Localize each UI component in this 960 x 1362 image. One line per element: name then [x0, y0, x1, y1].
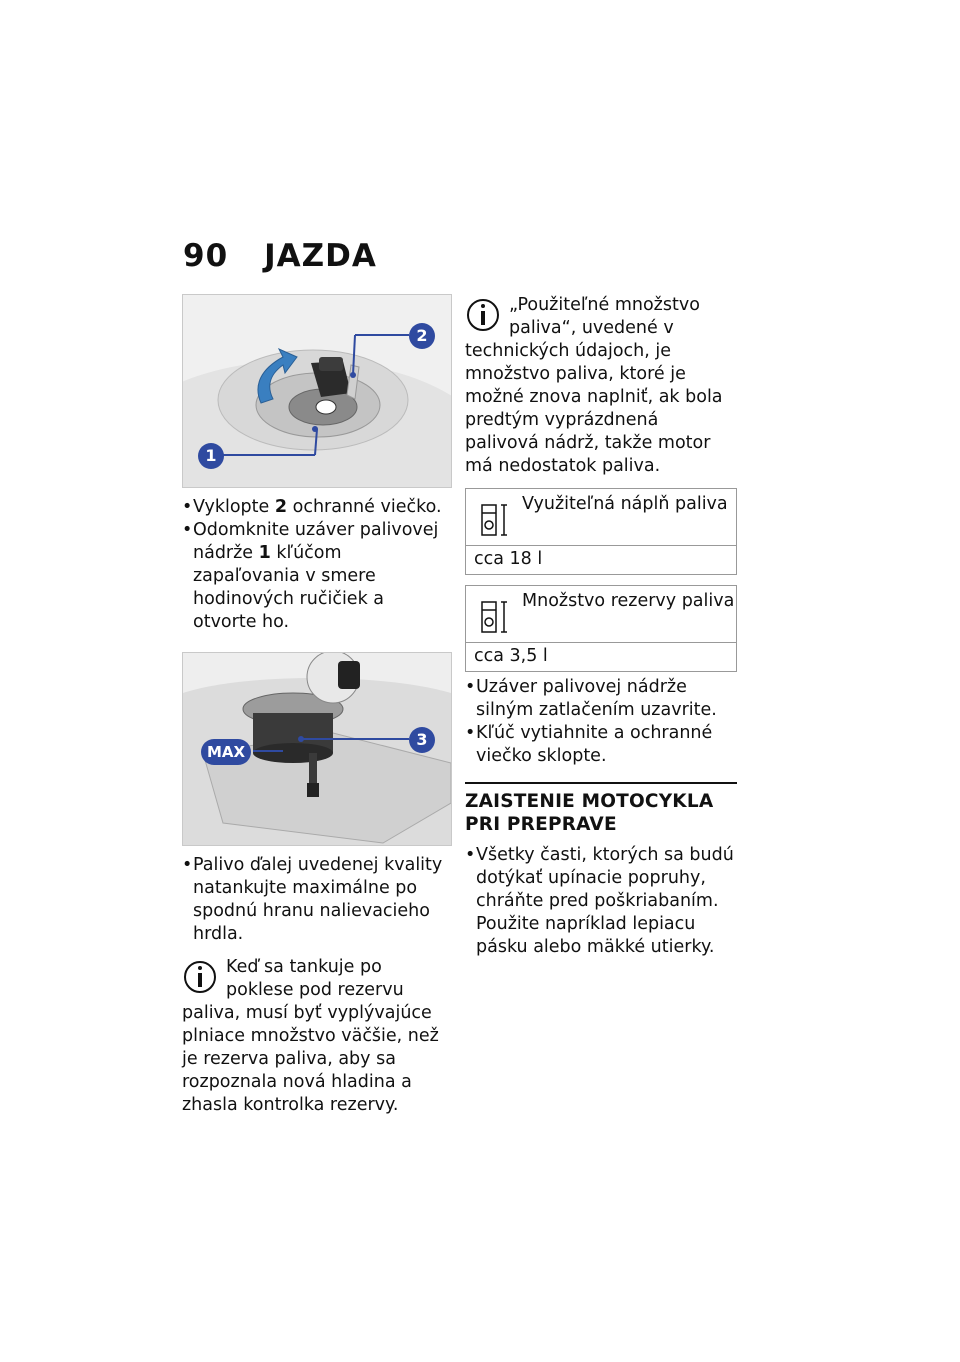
spec-label: Množstvo rezervy paliva — [522, 591, 735, 611]
spec-label: Využiteľná náplň paliva — [522, 494, 728, 514]
chapter-title: JAZDA — [264, 238, 377, 274]
fuel-pump-icon — [478, 499, 518, 539]
callout-1-badge: 1 — [198, 443, 224, 469]
page-number: 90 — [183, 238, 229, 274]
list-item: • Kľúč vytiahnite a ochranné viečko sklopte. — [465, 722, 737, 768]
list-item: • Všetky časti, ktorých sa budú dotýkať upínacie popruhy, chráňte pred poškriabaním. Použite napríklad lepiacu pásku alebo mäkké utierky. — [465, 844, 737, 959]
fuel-pump-icon — [478, 596, 518, 636]
info-note — [182, 956, 452, 1117]
fuel-cap-figure — [182, 294, 452, 488]
instruction-list-1 — [182, 496, 452, 634]
spec-value: cca 3,5 l — [474, 646, 548, 666]
section-heading: ZAISTENIE MOTOCYKLA PRI PREPRAVE — [465, 782, 737, 836]
right-column — [465, 294, 737, 959]
instruction-list-3 — [465, 676, 737, 768]
list-item: • Palivo ďalej uvedenej kvality natankujte maximálne po spodnú hranu nalievacieho hrdla. — [182, 854, 452, 946]
list-item: • Vyklopte 2 ochranné viečko. — [182, 496, 452, 519]
instruction-list-4 — [465, 844, 737, 959]
info-note-text: „Použiteľné množstvo paliva“, uvedené v technických údajoch, je množstvo paliva, ktoré je možné znova naplniť, ak bola predtým vyprázdnená palivová nádrž, takže motor má nedostatok paliva. — [465, 295, 723, 476]
callout-2-badge: 2 — [409, 323, 435, 349]
list-item: • Uzáver palivovej nádrže silným zatlačením uzavrite. — [465, 676, 737, 722]
spec-value: cca 18 l — [474, 549, 543, 569]
page-header — [183, 238, 377, 274]
left-column — [182, 294, 452, 1117]
fuel-level-figure — [182, 652, 452, 846]
info-note-text: Keď sa tankuje po poklese pod rezervu paliva, musí byť vyplývajúce plniace množstvo väčšie, než je rezerva paliva, aby sa rozpoznala nová hladina a zhasla kontrolka rezervy. — [182, 957, 439, 1115]
max-level-badge: MAX — [201, 739, 251, 765]
list-item: • Odomknite uzáver palivovej nádrže 1 kľúčom zapaľovania v smere hodinových ručičiek a otvorte ho. — [182, 519, 452, 634]
info-icon — [182, 958, 218, 996]
instruction-list-2 — [182, 854, 452, 946]
info-icon — [465, 296, 501, 334]
spec-usable-fuel — [465, 488, 737, 575]
callout-3-badge: 3 — [409, 727, 435, 753]
spec-reserve-fuel — [465, 585, 737, 672]
info-note — [465, 294, 737, 478]
